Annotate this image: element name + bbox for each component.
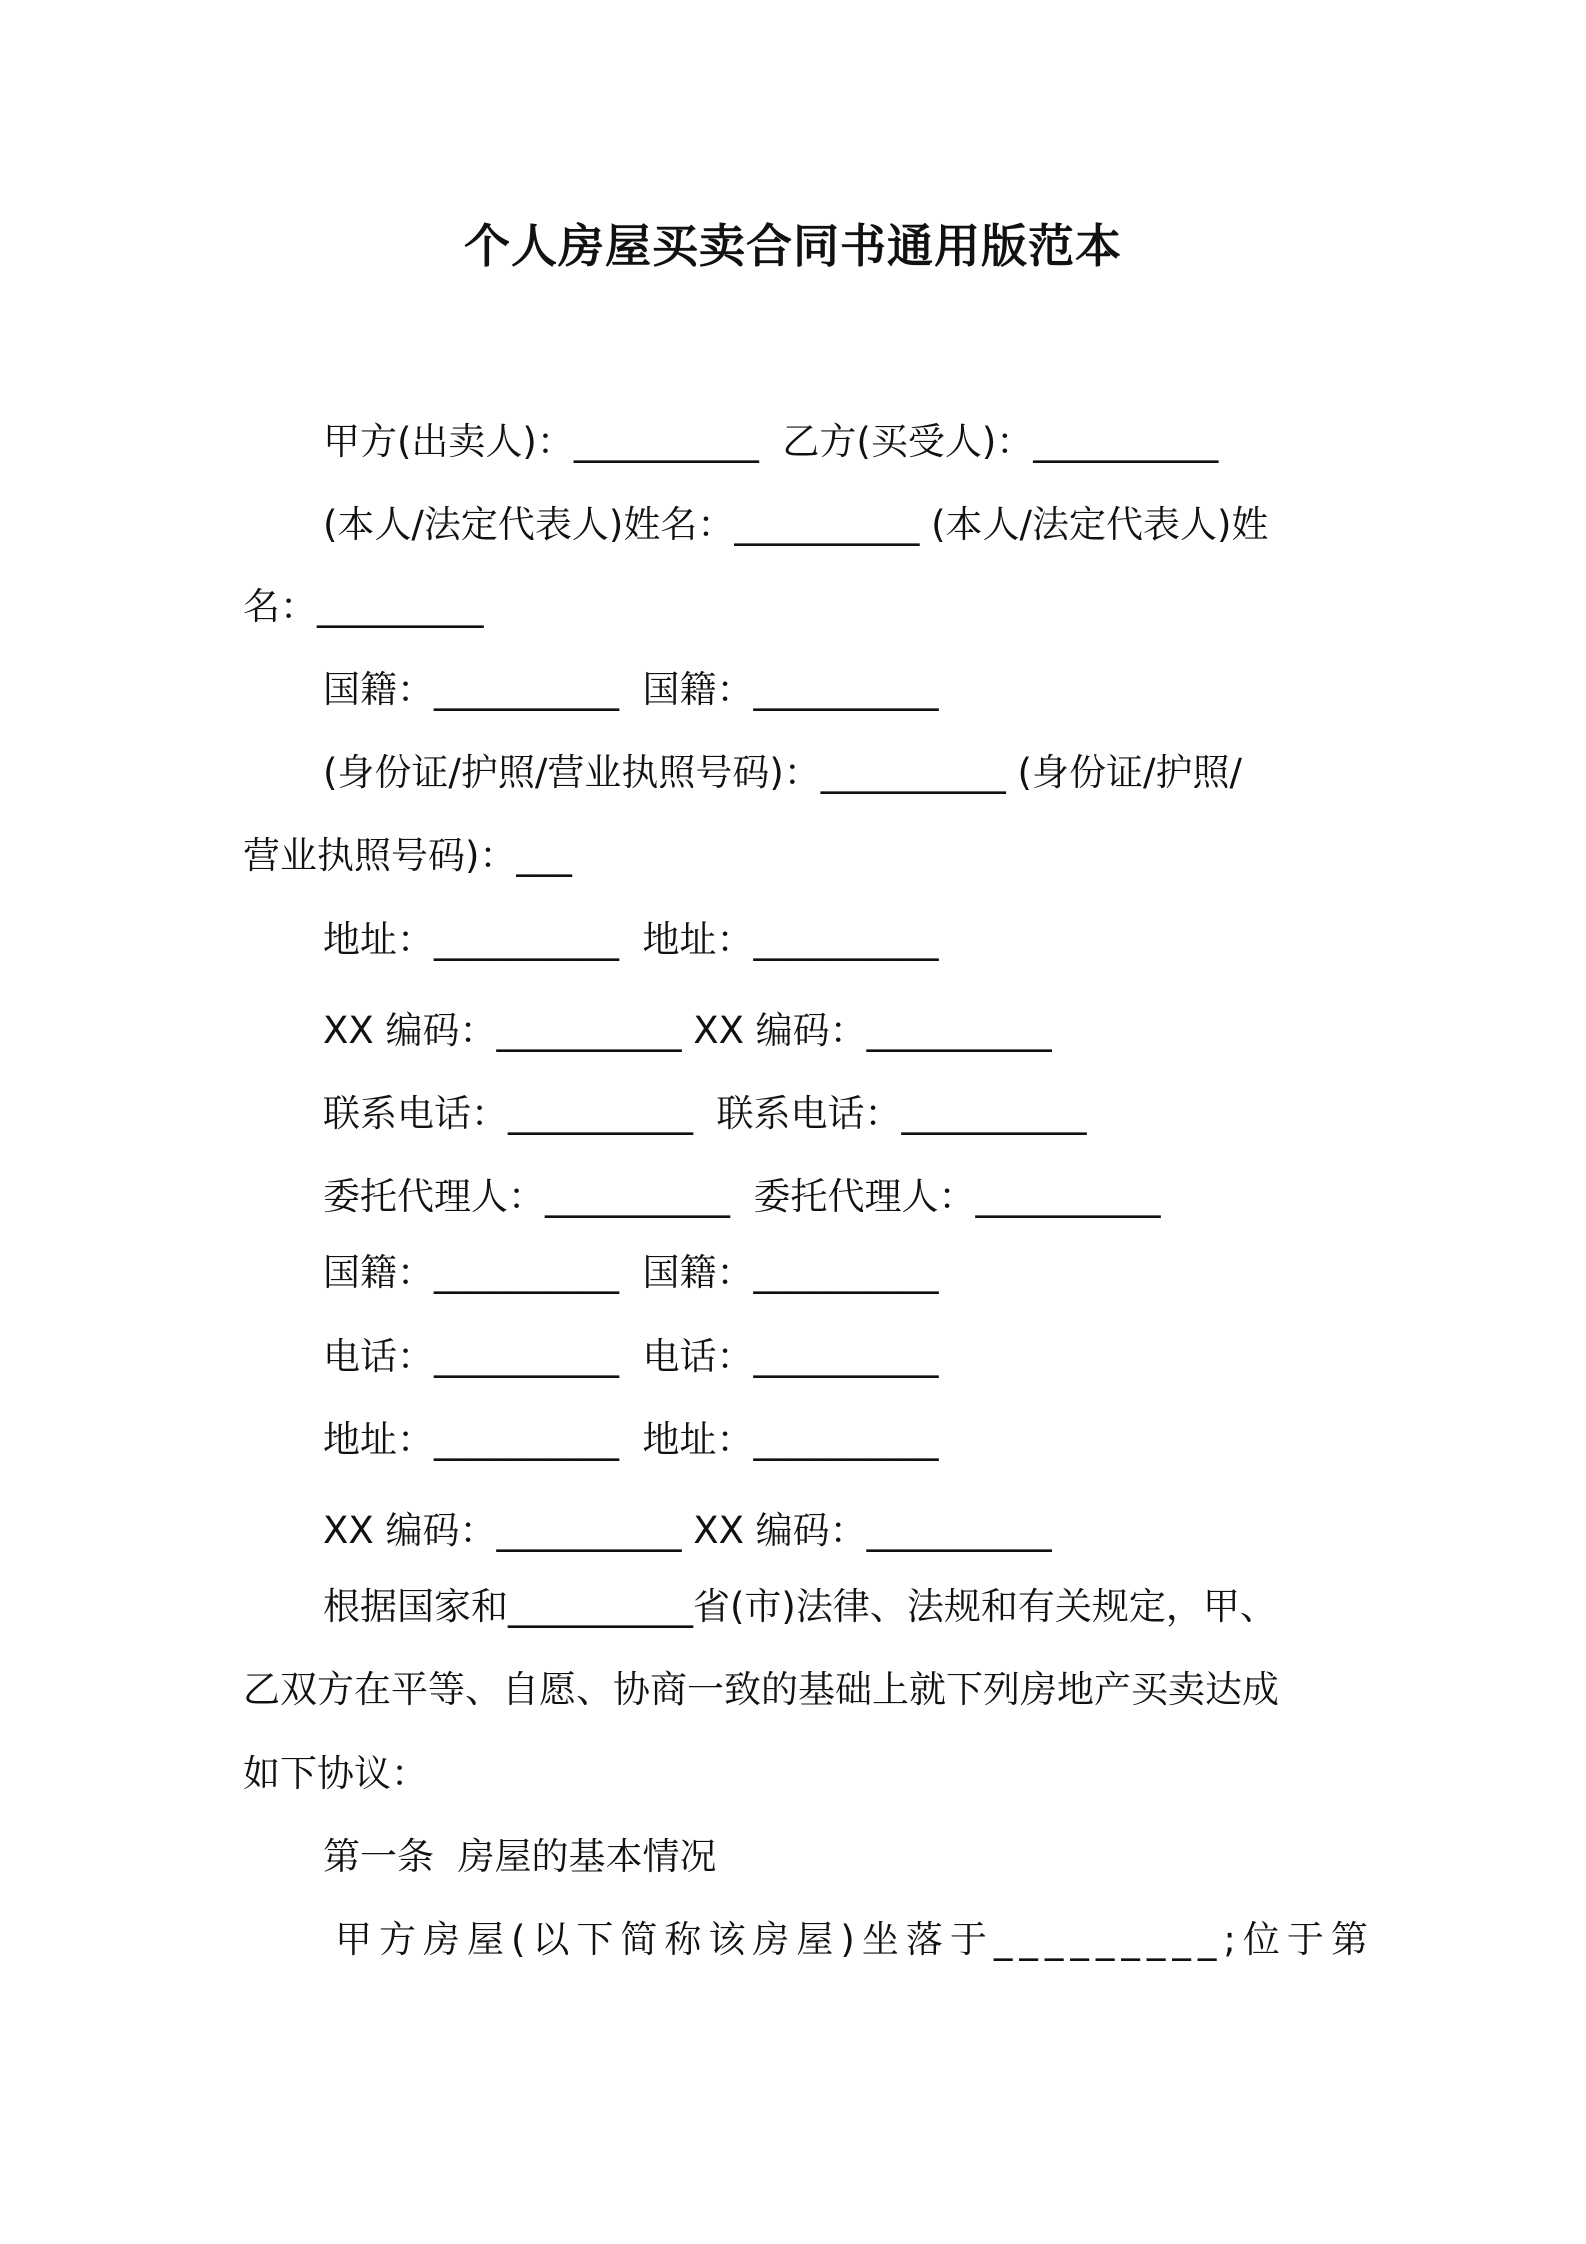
agent-line-postcode: XX 编码：__________ XX 编码：__________ (323, 1509, 1052, 1552)
party-line-phone: 联系电话：__________ 联系电话：__________ (323, 1092, 1087, 1135)
agent-line-name: 委托代理人：__________ 委托代理人：__________ (323, 1175, 1161, 1218)
party-line-name-cont: 名：_________ (243, 585, 484, 628)
party-line-postcode: XX 编码：__________ XX 编码：__________ (323, 1009, 1052, 1052)
agent-line-address: 地址：__________ 地址：__________ (323, 1418, 939, 1461)
party-line-nationality: 国籍：__________ 国籍：__________ (323, 668, 939, 711)
preamble-line-2: 乙双方在平等、自愿、协商一致的基础上就下列房地产买卖达成 (243, 1668, 1279, 1711)
party-line-id-number: (身份证/护照/营业执照号码)：__________ (身份证/护照/ (323, 751, 1242, 794)
party-line-id-number-cont: 营业执照号码)：___ (243, 834, 572, 877)
party-line-address: 地址：__________ 地址：__________ (323, 918, 939, 961)
preamble-line-3: 如下协议： (243, 1752, 428, 1795)
article-1-body-line-1: 甲方房屋(以下简称该房屋)坐落于_________;位于第 (335, 1918, 1375, 1961)
agent-line-phone: 电话：__________ 电话：__________ (323, 1335, 939, 1378)
party-line-seller-buyer: 甲方(出卖人)：__________ 乙方(买受人)：__________ (323, 420, 1219, 463)
party-line-name: (本人/法定代表人)姓名：__________ (本人/法定代表人)姓 (323, 503, 1269, 546)
agent-line-nationality: 国籍：__________ 国籍：__________ (323, 1251, 939, 1294)
preamble-line-1: 根据国家和__________省(市)法律、法规和有关规定，甲、 (323, 1585, 1277, 1628)
document-title: 个人房屋买卖合同书通用版范本 (464, 219, 1122, 273)
article-1-heading: 第一条 房屋的基本情况 (323, 1835, 717, 1878)
